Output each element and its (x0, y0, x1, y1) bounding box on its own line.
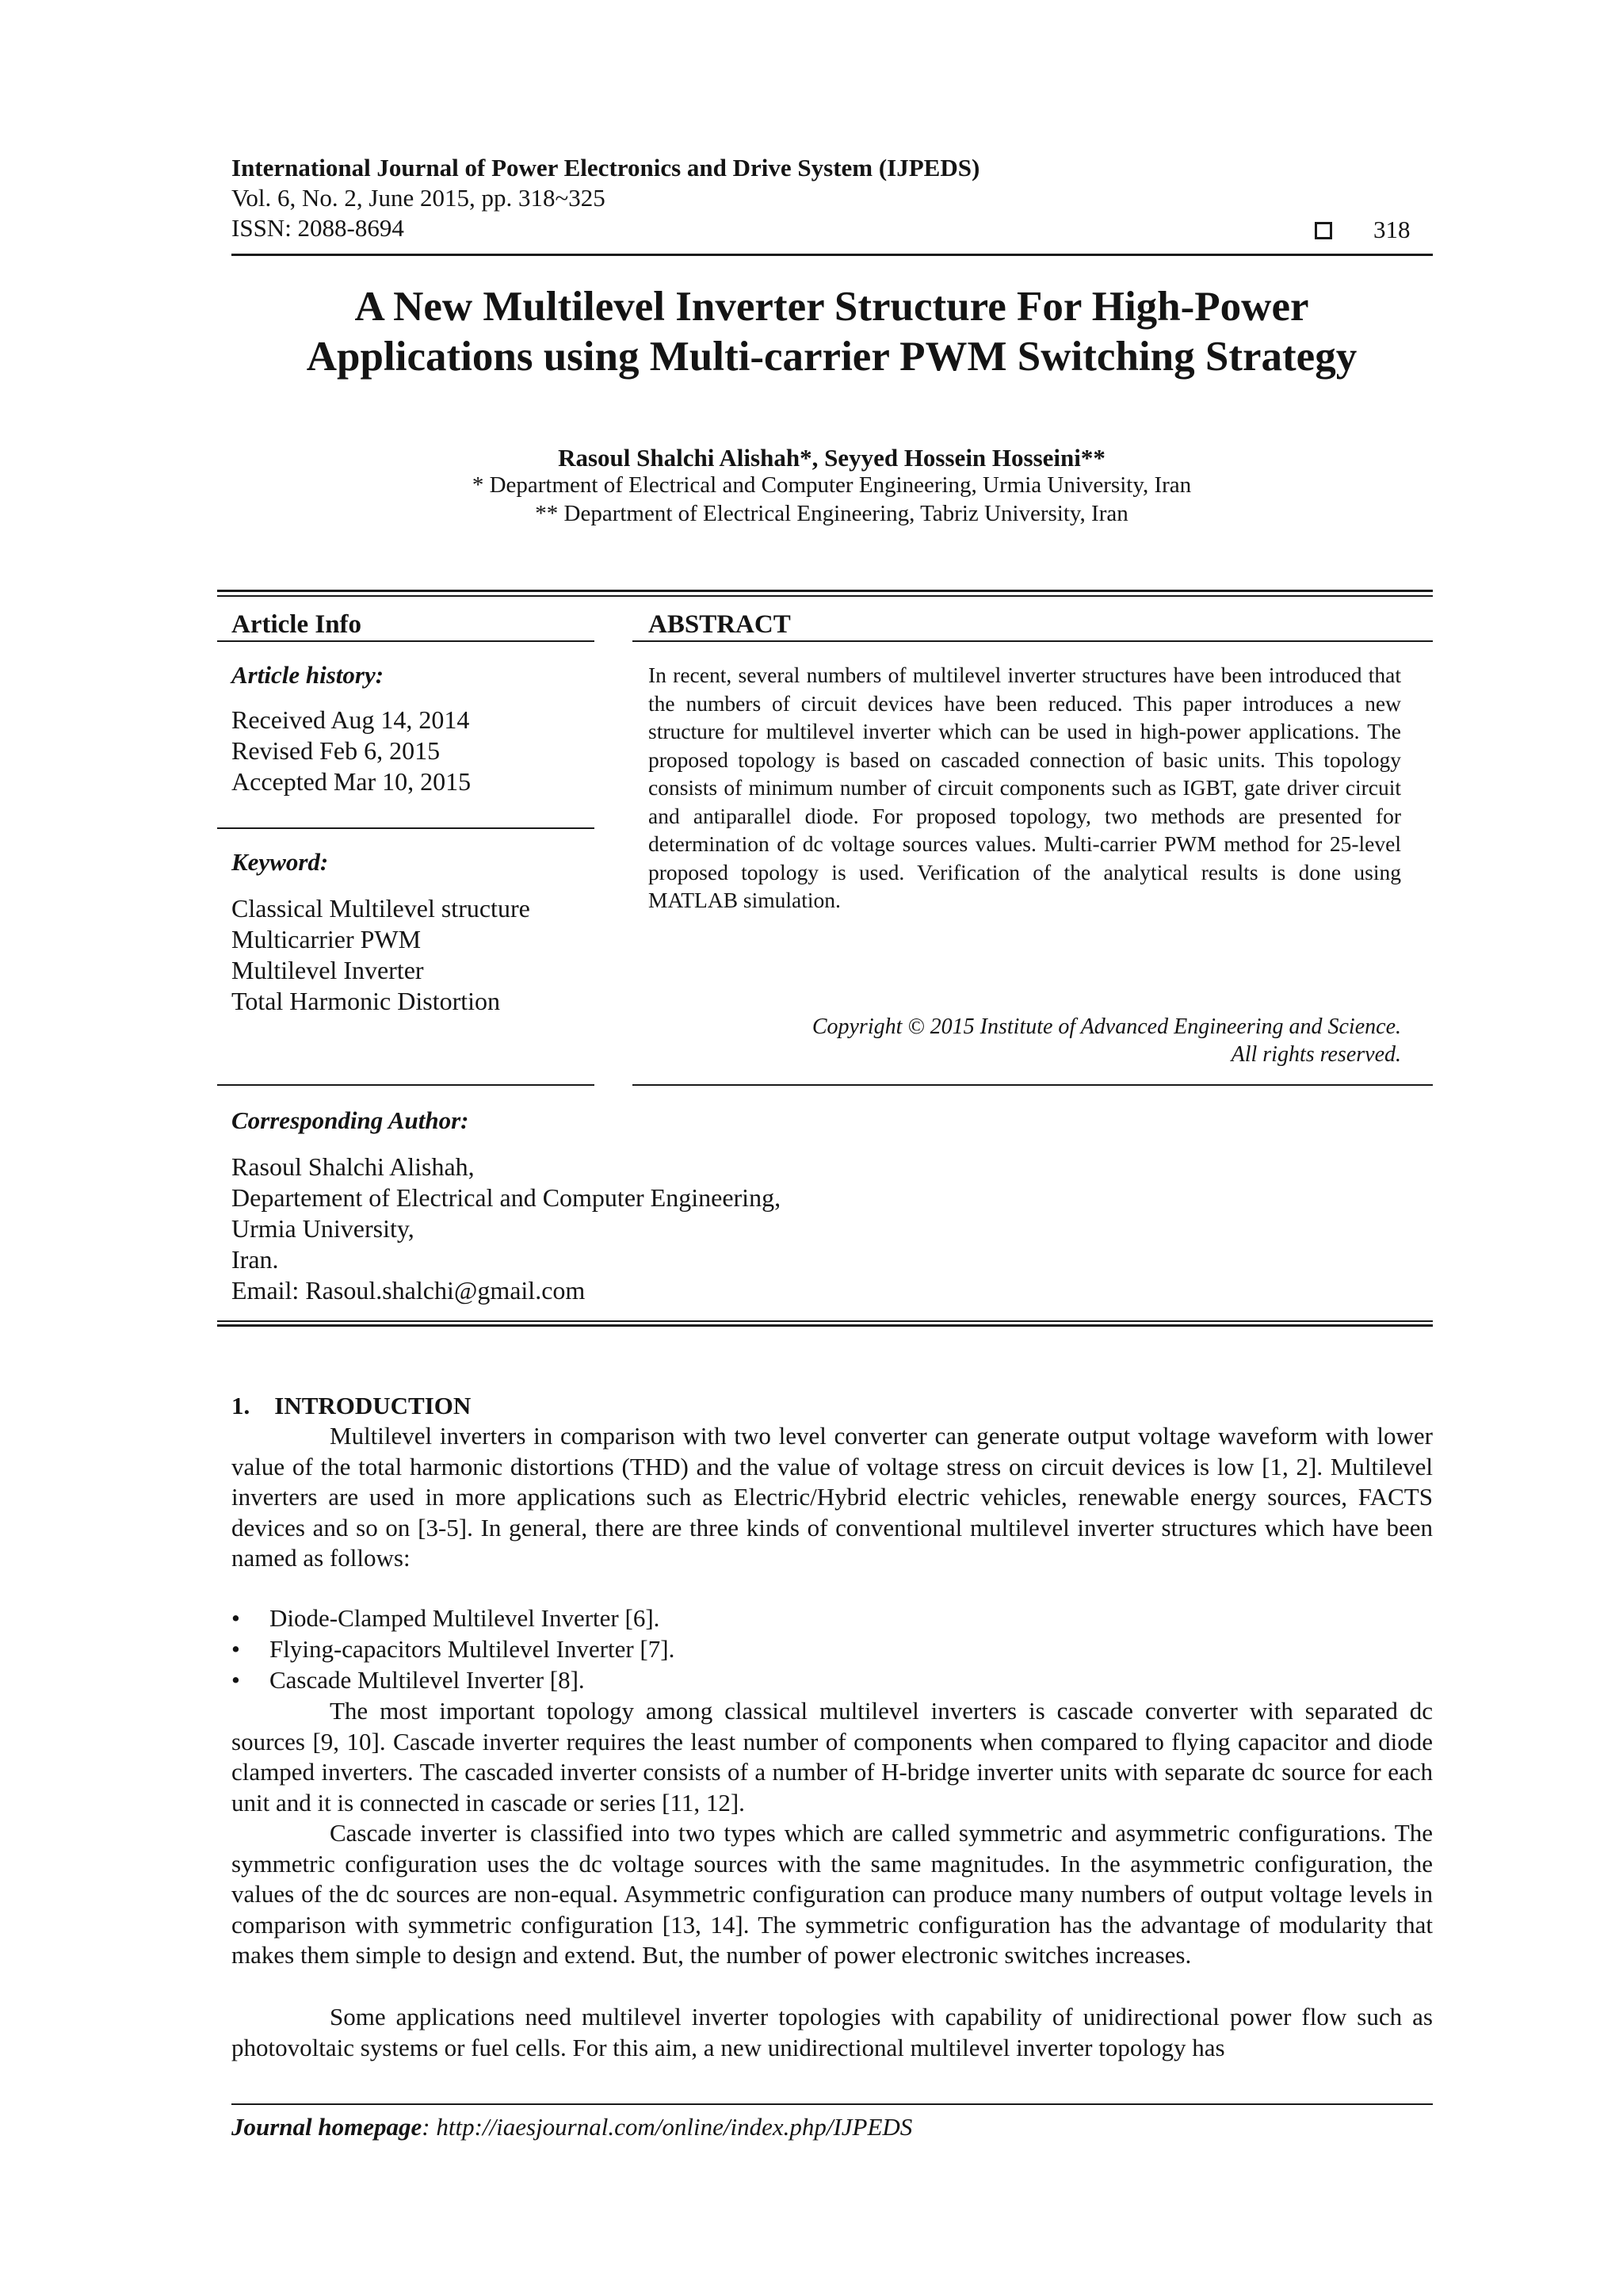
list-item (231, 1604, 659, 1633)
revised-date: Revised Feb 6, 2015 (231, 736, 441, 765)
corresponding-country: Iran. (231, 1245, 279, 1274)
corresponding-name: Rasoul Shalchi Alishah, (231, 1152, 475, 1181)
corresponding-author-label: Corresponding Author: (231, 1106, 469, 1134)
box-top-rule (217, 590, 1433, 592)
keyword-item: Classical Multilevel structure (231, 894, 530, 923)
bullet-icon: • (231, 1666, 240, 1694)
section-heading: 1. INTRODUCTION (231, 1392, 472, 1419)
list-item (231, 1635, 674, 1664)
list-item-text: Flying-capacitors Multilevel Inverter [7]. (269, 1635, 675, 1663)
paragraph-text: Some applications need multilevel inverter topologies with capability of unidirectional power flow such as photovoltaic systems or fuel cells. For this aim, a new unidirectional multilevel inverter topology has (231, 2003, 1433, 2061)
article-history-label: Article history: (231, 661, 384, 689)
keyword-label: Keyword: (231, 848, 329, 876)
header-rule (231, 254, 1433, 256)
paper-title (231, 282, 1432, 382)
affiliation-2: ** Department of Electrical Engineering, Tabriz University, Iran (535, 501, 1128, 526)
paragraph (231, 1421, 1433, 1574)
accepted-date: Accepted Mar 10, 2015 (231, 767, 472, 796)
list-item-text: Diode-Clamped Multilevel Inverter [6]. (269, 1604, 660, 1632)
corresponding-university: Urmia University, (231, 1214, 414, 1243)
author-names: Rasoul Shalchi Alishah*, Seyyed Hossein Hosseini** (558, 444, 1106, 472)
journal-homepage (231, 2113, 912, 2141)
history-rule (217, 827, 594, 829)
paper-title-line1: A New Multilevel Inverter Structure For High-Power (354, 284, 1309, 330)
box-top-rule-thin (217, 595, 1433, 597)
paragraph (231, 1818, 1433, 1971)
paragraph-text: The most important topology among classical multilevel inverters is cascade converter with separated dc sources [9, 10]. Cascade inverter requires the least number of components when compared to flying capacitor and diode clamped inverters. The cascaded inverter consists of a number of H-bridge inverter units with separate dc source for each unit and it is connected in cascade or series [11, 12]. (231, 1697, 1433, 1817)
journal-title: International Journal of Power Electronics and Drive System (IJPEDS) (231, 154, 980, 181)
rights-line: All rights reserved. (1231, 1042, 1401, 1067)
footer-rule (231, 2103, 1433, 2105)
paragraph (231, 1696, 1433, 1818)
keyword-item: Multicarrier PWM (231, 925, 422, 953)
paragraph-text: Multilevel inverters in comparison with two level converter can generate output voltage waveform with lower value of the total harmonic distortions (THD) and the value of voltage stress on circuit devices is low [1, 2]. Multilevel inverters are used in more applications such as Electric/Hybrid electric vehicles, renewable energy sources, FACTS devices and so on [3-5]. In general, there are three kinds of conventional multilevel inverter structures which have been named as follows: (231, 1422, 1433, 1572)
abstract-text: In recent, several numbers of multilevel inverter structures have been introduced that the numbers of circuit devices have been reduced. This paper introduces a new structure for multilevel inverter which can be used in high-power applications. The proposed topology is based on cascaded connection of basic units. This topology consists of minimum number of circuit components such as IGBT, gate driver circuit and antiparallel diode. For proposed topology, two methods are presented for determination of dc voltage sources values. Multi-carrier PWM method for 25-level proposed topology is used. Verification of the analytical results is done using MATLAB simulation. (648, 663, 1401, 912)
paragraph (231, 2002, 1433, 2063)
list-item-text: Cascade Multilevel Inverter [8]. (269, 1666, 585, 1694)
journal-volume: Vol. 6, No. 2, June 2015, pp. 318~325 (231, 184, 605, 212)
page-number: 318 (1373, 216, 1411, 243)
bullet-icon: • (231, 1635, 240, 1663)
affiliation-1: * Department of Electrical and Computer Engineering, Urmia University, Iran (472, 472, 1192, 498)
homepage-url[interactable]: : http://iaesjournal.com/online/index.php/IJPEDS (422, 2113, 913, 2141)
abstract-heading: ABSTRACT (648, 610, 791, 639)
article-info-heading: Article Info (231, 610, 362, 639)
keyword-rule (217, 1084, 594, 1086)
copyright-line: Copyright © 2015 Institute of Advanced Engineering and Science. (812, 1014, 1401, 1039)
corresponding-department: Departement of Electrical and Computer Engineering, (231, 1183, 781, 1212)
keyword-item: Multilevel Inverter (231, 956, 424, 984)
abstract-rule (632, 640, 1433, 642)
keyword-item: Total Harmonic Distortion (231, 987, 501, 1015)
homepage-label: Journal homepage (231, 2113, 422, 2141)
checkbox-icon (1315, 222, 1332, 239)
received-date: Received Aug 14, 2014 (231, 705, 470, 734)
journal-issn: ISSN: 2088-8694 (231, 214, 404, 242)
list-item (231, 1666, 585, 1694)
abstract-bottom-rule (632, 1084, 1433, 1086)
corresponding-email: Email: Rasoul.shalchi@gmail.com (231, 1276, 586, 1305)
box-bottom-rule (217, 1324, 1433, 1327)
paragraph-text: Cascade inverter is classified into two types which are called symmetric and asymmetric configurations. The symmetric configuration uses the dc voltage sources with the same magnitudes. In the asymmetric configuration, the values of the dc sources are non-equal. Asymmetric configuration can produce many numbers of output voltage levels in comparison with symmetric configuration [13, 14]. The symmetric configuration has the advantage of modularity that makes them simple to design and extend. But, the number of power electronic switches increases. (231, 1819, 1433, 1969)
article-info-rule (217, 640, 594, 642)
bullet-icon: • (231, 1604, 240, 1632)
box-bottom-rule-thin (217, 1320, 1433, 1322)
paper-title-line2: Applications using Multi-carrier PWM Switching Strategy (306, 334, 1358, 380)
